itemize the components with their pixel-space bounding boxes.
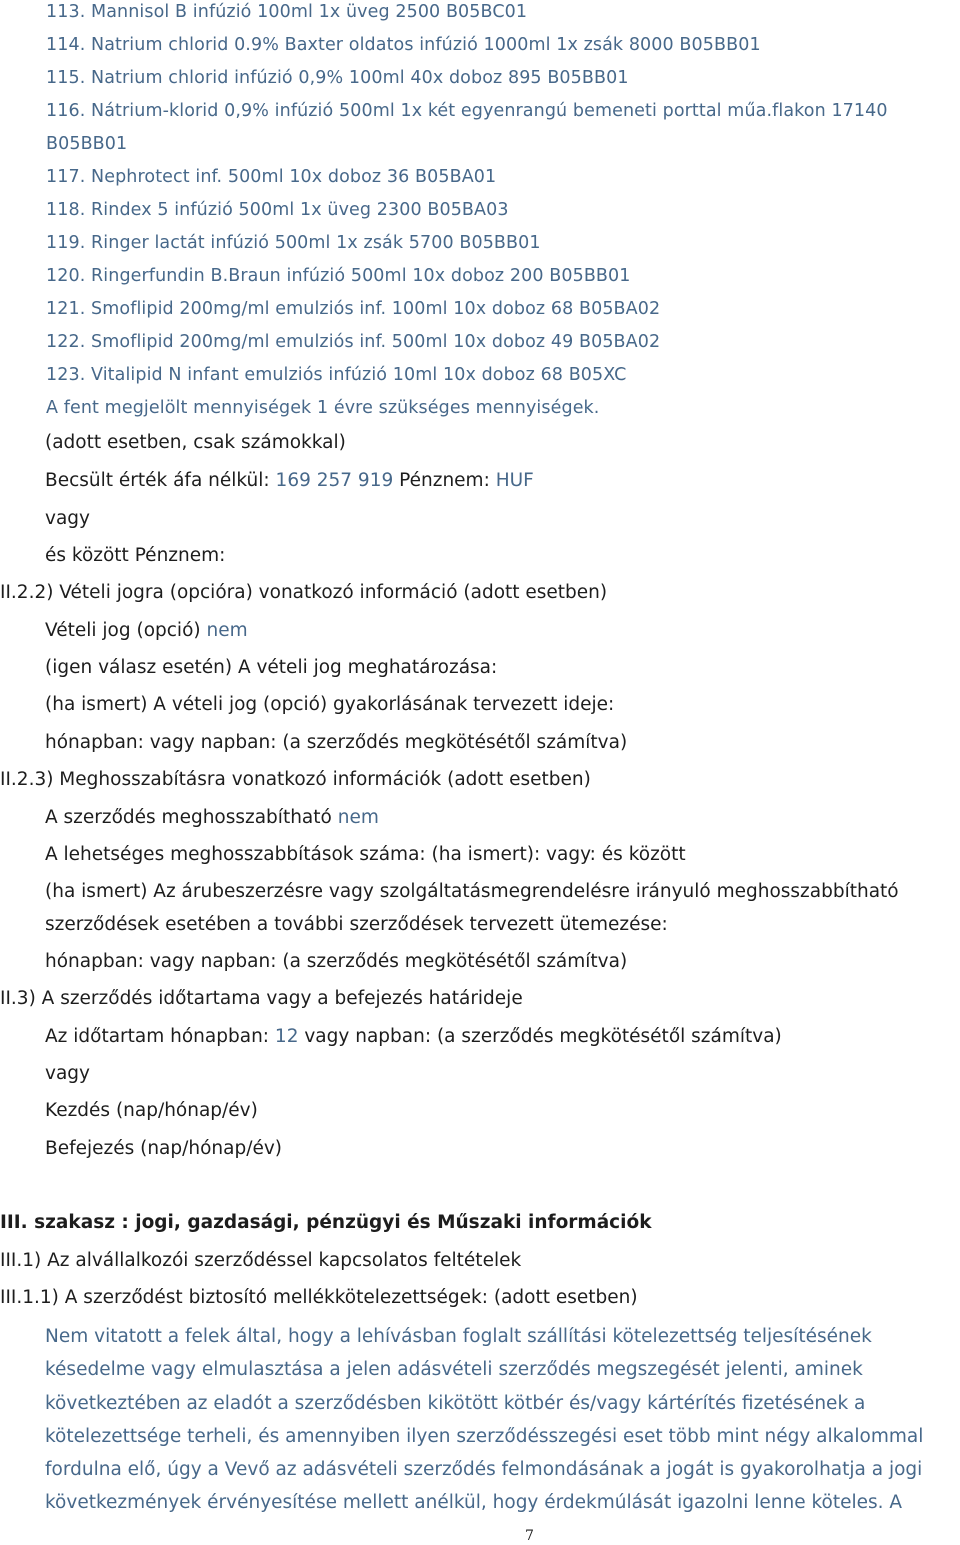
- duration-end: Befejezés (nap/hónap/év): [45, 1138, 282, 1159]
- paragraph-line: késedelme vagy elmulasztása a jelen adásvételi szerződés megszegését jelenti, aminek: [45, 1359, 863, 1381]
- currency-label: Pénznem:: [399, 470, 490, 491]
- estimated-value: 169 257 919: [275, 470, 394, 491]
- or-text: vagy: [45, 508, 90, 529]
- list-item: 119. Ringer lactát infúzió 500ml 1x zsák 5700 B05BB01: [46, 233, 541, 253]
- section-title: [0, 1212, 652, 1233]
- duration-heading: II.3) A szerződés időtartama vagy a befejezés határideje: [0, 988, 523, 1009]
- duration-months-rest: vagy napban: (a szerződés megkötésétől számítva): [304, 1026, 782, 1047]
- paragraph-line: fordulna elő, úgy a Vevő az adásvételi szerződés felmondásának a jogát is gyakorolhatja a jogi: [45, 1459, 923, 1481]
- quantity-note: A fent megjelölt mennyiségek 1 évre szükséges mennyiségek.: [46, 398, 600, 418]
- option-heading: II.2.2) Vételi jogra (opcióra) vonatkozó információ (adott esetben): [0, 582, 608, 603]
- list-item: 120. Ringerfundin B.Braun infúzió 500ml 10x doboz 200 B05BB01: [46, 266, 631, 286]
- list-item: 114. Natrium chlorid 0.9% Baxter oldatos infúzió 1000ml 1x zsák 8000 B05BB01: [46, 35, 761, 55]
- renewal-extendable-line: [45, 807, 379, 828]
- duration-months-label: Az időtartam hónapban:: [45, 1026, 270, 1047]
- renewal-schedule-line: szerződések esetében a további szerződések tervezett ütemezése:: [45, 914, 668, 935]
- option-right-line: [45, 620, 248, 641]
- subsection-heading: III.1) Az alvállalkozói szerződéssel kapcsolatos feltételek: [0, 1250, 522, 1271]
- paragraph-line: következtében az eladót a szerződésben kikötött kötbér és/vagy kártérítés fizetésének a: [45, 1392, 866, 1414]
- renewal-schedule-line: (ha ismert) Az árubeszerzésre vagy szolgáltatásmegrendelésre irányuló meghosszabbítható: [45, 881, 899, 902]
- duration-months-value: 12: [274, 1026, 299, 1047]
- renewal-extendable-label: A szerződés meghosszabítható: [45, 807, 332, 828]
- paragraph-line: következmények érvényesítése mellett anélkül, hogy érdekmúlását igazolni lenne köteles. A: [45, 1492, 903, 1514]
- list-item: 113. Mannisol B infúzió 100ml 1x üveg 2500 B05BC01: [46, 2, 528, 22]
- list-item: B05BB01: [46, 134, 128, 154]
- list-item: 123. Vitalipid N infant emulziós infúzió 10ml 10x doboz 68 B05XC: [46, 365, 627, 385]
- renewal-count-line: A lehetséges meghosszabbítások száma: (ha ismert): vagy: és között: [45, 844, 686, 865]
- list-item: 115. Natrium chlorid infúzió 0,9% 100ml 40x doboz 895 B05BB01: [46, 68, 629, 88]
- section-title-prefix: III.: [0, 1212, 28, 1233]
- duration-start: Kezdés (nap/hónap/év): [45, 1100, 258, 1121]
- subsection-heading: III.1.1) A szerződést biztosító mellékkötelezettségek: (adott esetben): [0, 1287, 638, 1308]
- estimated-value-label: Becsült érték áfa nélkül:: [45, 470, 270, 491]
- list-item: 117. Nephrotect inf. 500ml 10x doboz 36 B05BA01: [46, 167, 497, 187]
- quantity-numbers-note: (adott esetben, csak számokkal): [45, 432, 346, 453]
- range-currency-line: és között Pénznem:: [45, 545, 226, 566]
- list-item: 116. Nátrium-klorid 0,9% infúzió 500ml 1x két egyenrangú bemeneti porttal műa.flakon 17140: [46, 101, 888, 121]
- renewal-extendable-value: nem: [337, 807, 379, 828]
- option-definition-label: (igen válasz esetén) A vételi jog meghatározása:: [45, 657, 498, 678]
- list-item: 118. Rindex 5 infúzió 500ml 1x üveg 2300 B05BA03: [46, 200, 509, 220]
- option-right-label: Vételi jog (opció): [45, 620, 201, 641]
- obligation-paragraph: [45, 1320, 957, 1520]
- renewal-months-line: hónapban: vagy napban: (a szerződés megkötésétől számítva): [45, 951, 628, 972]
- or-text: vagy: [45, 1063, 90, 1084]
- duration-months-line: [45, 1026, 782, 1047]
- list-item: 121. Smoflipid 200mg/ml emulziós inf. 100ml 10x doboz 68 B05BA02: [46, 299, 661, 319]
- paragraph-line: Nem vitatott a felek által, hogy a lehívásban foglalt szállítási kötelezettség teljesítésének: [45, 1326, 872, 1347]
- page-number: 7: [525, 1528, 534, 1544]
- renewal-heading: II.2.3) Meghosszabításra vonatkozó információk (adott esetben): [0, 769, 591, 790]
- option-right-value: nem: [206, 620, 248, 641]
- paragraph-line: kötelezettsége terheli, és amennyiben ilyen szerződésszegési eset több mint négy alkalommal: [45, 1425, 924, 1447]
- section-title-text: szakasz : jogi, gazdasági, pénzügyi és Műszaki információk: [34, 1212, 652, 1233]
- option-schedule-label: (ha ismert) A vételi jog (opció) gyakorlásának tervezett ideje:: [45, 694, 615, 715]
- list-item: 122. Smoflipid 200mg/ml emulziós inf. 500ml 10x doboz 49 B05BA02: [46, 332, 661, 352]
- estimated-value-line: [45, 470, 534, 491]
- option-months-line: hónapban: vagy napban: (a szerződés megkötésétől számítva): [45, 732, 628, 753]
- currency-value: HUF: [495, 470, 534, 491]
